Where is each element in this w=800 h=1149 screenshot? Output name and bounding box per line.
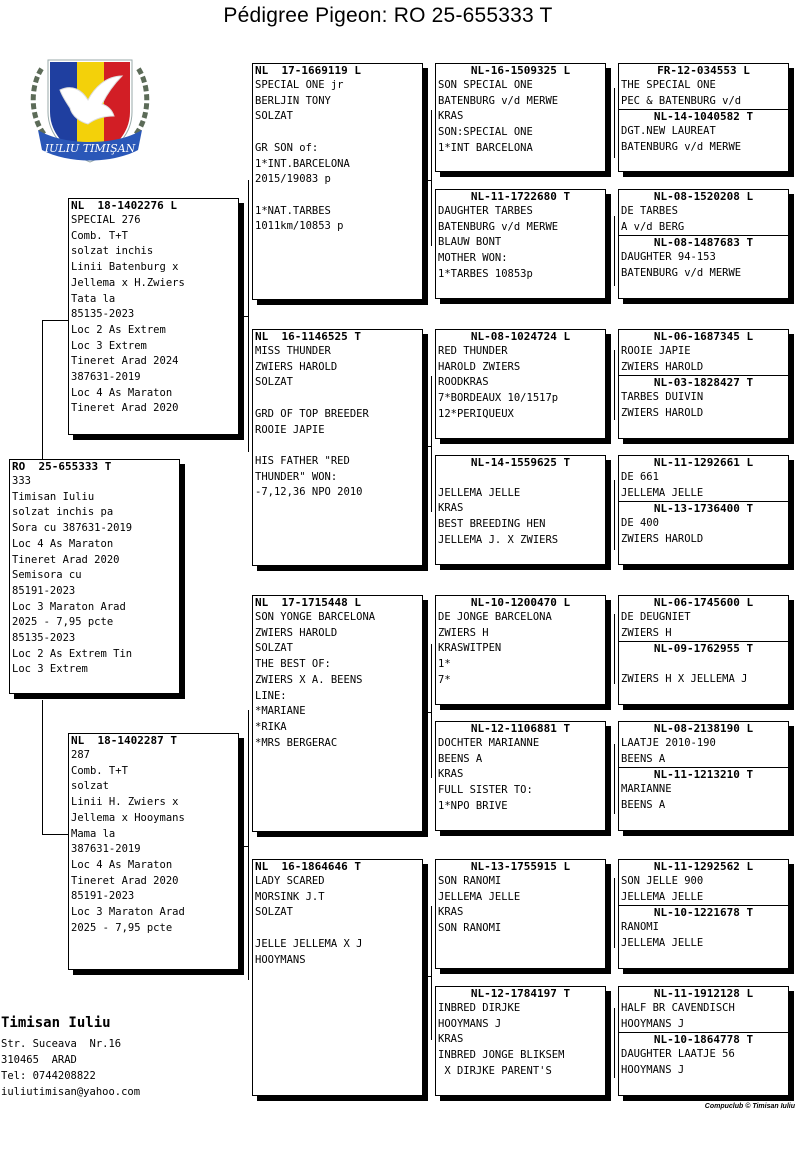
pigeon-details: SON SPECIAL ONE BATENBURG v/d MERWE KRAS SON:SPECIAL ONE 1*INT BARCELONA bbox=[438, 79, 559, 154]
pigeon-details: DAUGHTER TARBES BATENBURG v/d MERWE BLAUW BONT MOTHER WON: 1*TARBES 10853p bbox=[438, 205, 559, 280]
mother-card bbox=[68, 733, 239, 970]
ring-number: NL-09-1762955 T bbox=[653, 642, 754, 656]
pigeon-details: DGT.NEW LAUREAT BATENBURG v/d MERWE bbox=[621, 125, 742, 154]
pigeon-details: ROOIE JAPIE ZWIERS HAROLD bbox=[621, 345, 704, 373]
ring-number: FR-12-034553 L bbox=[657, 64, 750, 77]
pigeon-details: TARBES DUIVIN ZWIERS HAROLD bbox=[621, 391, 704, 420]
grandparent-card bbox=[252, 63, 423, 300]
ring-number: NL-08-1520208 L bbox=[653, 190, 754, 203]
g4-pair-card bbox=[618, 63, 789, 172]
ring-number: NL 17-1715448 L bbox=[255, 596, 361, 609]
pigeon-details: DAUGHTER 94-153 BATENBURG v/d MERWE bbox=[621, 251, 742, 280]
g4-pair-card bbox=[618, 329, 789, 439]
ring-number: NL-13-1755915 L bbox=[470, 860, 571, 873]
ring-number: NL-08-1487683 T bbox=[653, 236, 754, 250]
ring-number: NL-12-1106881 T bbox=[470, 722, 571, 735]
ring-number: NL 17-1669119 L bbox=[255, 64, 361, 77]
owner-name: Timisan Iuliu bbox=[1, 1015, 111, 1031]
club-logo bbox=[24, 46, 156, 170]
great-grandparent-card bbox=[435, 595, 606, 705]
pigeon-details: SON YONGE BARCELONA ZWIERS HAROLD SOLZAT THE BEST OF: ZWIERS X A. BEENS LINE: *MARIANE *RIKA *MRS BERGERAC bbox=[255, 611, 376, 749]
ring-number: NL-14-1559625 T bbox=[470, 456, 571, 469]
ring-number: NL-10-1221678 T bbox=[653, 906, 754, 920]
ring-number: NL-11-1912128 L bbox=[653, 987, 754, 1000]
ring-number: NL-16-1509325 L bbox=[470, 64, 571, 77]
mother-ring-number: NL 18-1402287 T bbox=[71, 734, 177, 747]
g4-pair-card bbox=[618, 986, 789, 1096]
pigeon-details: RED THUNDER HAROLD ZWIERS ROODKRAS 7*BORDEAUX 10/1517p 12*PERIQUEUX bbox=[438, 345, 559, 420]
pigeon-ring-number: RO 25-655333 T bbox=[12, 460, 112, 473]
pigeon-details: 333 Timisan Iuliu solzat inchis pa Sora cu 387631-2019 Loc 4 As Maraton Tineret Arad 2020 Semisora cu 85191-2023 Loc 3 Maraton Arad 2025 - 7,95 pcte 85135-2023 Loc 2 As Extrem Tin Loc 3 Extrem bbox=[12, 475, 133, 676]
grandparent-card bbox=[252, 859, 423, 1096]
pigeon-details: JELLEMA JELLE KRAS BEST BREEDING HEN JELLEMA J. X ZWIERS bbox=[438, 486, 559, 546]
pigeon-details: THE SPECIAL ONE PEC & BATENBURG v/d bbox=[621, 79, 742, 107]
great-grandparent-card bbox=[435, 721, 606, 831]
pigeon-details: DE TARBES A v/d BERG bbox=[621, 205, 685, 233]
pigeon-details: LAATJE 2010-190 BEENS A bbox=[621, 737, 716, 765]
pigeon-details: DE 400 ZWIERS HAROLD bbox=[621, 517, 704, 546]
ring-number: NL-08-2138190 L bbox=[653, 722, 754, 735]
page-title: Pédigree Pigeon: RO 25-655333 T bbox=[223, 4, 553, 27]
ring-number: NL 16-1146525 T bbox=[255, 330, 361, 343]
grandparent-card bbox=[252, 595, 423, 832]
owner-contact: Str. Suceava Nr.16 310465 ARAD Tel: 0744208822 iuliutimisan@yahoo.com bbox=[1, 1038, 141, 1098]
father-ring-number: NL 18-1402276 L bbox=[71, 199, 177, 212]
ring-number: NL-11-1722680 T bbox=[470, 190, 571, 203]
great-grandparent-card bbox=[435, 63, 606, 172]
pigeon-details: SON JELLE 900 JELLEMA JELLE bbox=[621, 875, 704, 903]
ring-number: NL-11-1292661 L bbox=[653, 456, 754, 469]
pigeon-details: DE JONGE BARCELONA ZWIERS H KRASWITPEN 1* 7* bbox=[438, 611, 552, 686]
g4-pair-card bbox=[618, 455, 789, 565]
mother-details: 287 Comb. T+T solzat Linii H. Zwiers x Jellema x Hooymans Mama la 387631-2019 Loc 4 As Maraton Tineret Arad 2020 85191-2023 Loc 3 Maraton Arad 2025 - 7,95 pcte bbox=[71, 749, 185, 934]
ring-number: NL-12-1784197 T bbox=[470, 987, 571, 1000]
pigeon-details: MISS THUNDER ZWIERS HAROLD SOLZAT GRD OF TOP BREEDER ROOIE JAPIE HIS FATHER "RED THUNDER" WON: -7,12,36 NPO 2010 bbox=[255, 345, 369, 499]
ring-number: NL-11-1213210 T bbox=[653, 768, 754, 782]
great-grandparent-card bbox=[435, 329, 606, 439]
grandparent-card bbox=[252, 329, 423, 566]
ring-number: NL-11-1292562 L bbox=[653, 860, 754, 873]
pigeon-details: SPECIAL ONE jr BERLJIN TONY SOLZAT GR SON of: 1*INT.BARCELONA 2015/19083 p 1*NAT.TARBES 1011km/10853 p bbox=[255, 79, 350, 233]
pigeon-details: SON RANOMI JELLEMA JELLE KRAS SON RANOMI bbox=[438, 875, 521, 935]
father-details: SPECIAL 276 Comb. T+T solzat inchis Linii Batenburg x Jellema x H.Zwiers Tata la 85135-2023 Loc 2 As Extrem Loc 3 Extrem Tineret Arad 2024 387631-2019 Loc 4 As Maraton Tineret Arad 2020 bbox=[71, 214, 185, 415]
ring-number: NL-14-1040582 T bbox=[653, 110, 754, 124]
g4-pair-card bbox=[618, 595, 789, 705]
ring-number: NL-06-1687345 L bbox=[653, 330, 754, 343]
pigeon-details: MARIANNE BEENS A bbox=[621, 783, 672, 812]
g4-pair-card bbox=[618, 721, 789, 831]
pigeon-details: INBRED DIRJKE HOOYMANS J KRAS INBRED JONGE BLIKSEM X DIRJKE PARENT'S bbox=[438, 1002, 565, 1077]
pigeon-details: DAUGHTER LAATJE 56 HOOYMANS J bbox=[621, 1048, 735, 1077]
g4-pair-card bbox=[618, 189, 789, 299]
pigeon-main-card bbox=[9, 459, 180, 694]
ring-number: NL-03-1828427 T bbox=[653, 376, 754, 390]
pigeon-details: ZWIERS H X JELLEMA J bbox=[621, 673, 748, 686]
great-grandparent-card bbox=[435, 986, 606, 1096]
pigeon-details: HALF BR CAVENDISCH HOOYMANS J bbox=[621, 1002, 735, 1030]
great-grandparent-card bbox=[435, 859, 606, 969]
footer-credit: Compuclub © Timisan Iuliu bbox=[704, 1103, 795, 1110]
pigeon-details: DE DEUGNIET ZWIERS H bbox=[621, 611, 691, 639]
great-grandparent-card bbox=[435, 189, 606, 299]
father-card bbox=[68, 198, 239, 435]
g4-pair-card bbox=[618, 859, 789, 969]
ring-number: NL-10-1200470 L bbox=[470, 596, 571, 609]
ring-number: NL-08-1024724 L bbox=[470, 330, 571, 343]
pigeon-details: LADY SCARED MORSINK J.T SOLZAT JELLE JELLEMA X J HOOYMANS bbox=[255, 875, 363, 966]
pigeon-details: DOCHTER MARIANNE BEENS A KRAS FULL SISTER TO: 1*NPO BRIVE bbox=[438, 737, 540, 812]
ring-number: NL-10-1864778 T bbox=[653, 1033, 754, 1047]
great-grandparent-card bbox=[435, 455, 606, 565]
pigeon-details: DE 661 JELLEMA JELLE bbox=[621, 471, 704, 499]
ring-number: NL-13-1736400 T bbox=[653, 502, 754, 516]
svg-text:IULIU TIMIŞAN: IULIU TIMIŞAN bbox=[44, 142, 136, 155]
ring-number: NL 16-1864646 T bbox=[255, 860, 361, 873]
pigeon-details: RANOMI JELLEMA JELLE bbox=[621, 921, 704, 950]
ring-number: NL-06-1745600 L bbox=[653, 596, 754, 609]
